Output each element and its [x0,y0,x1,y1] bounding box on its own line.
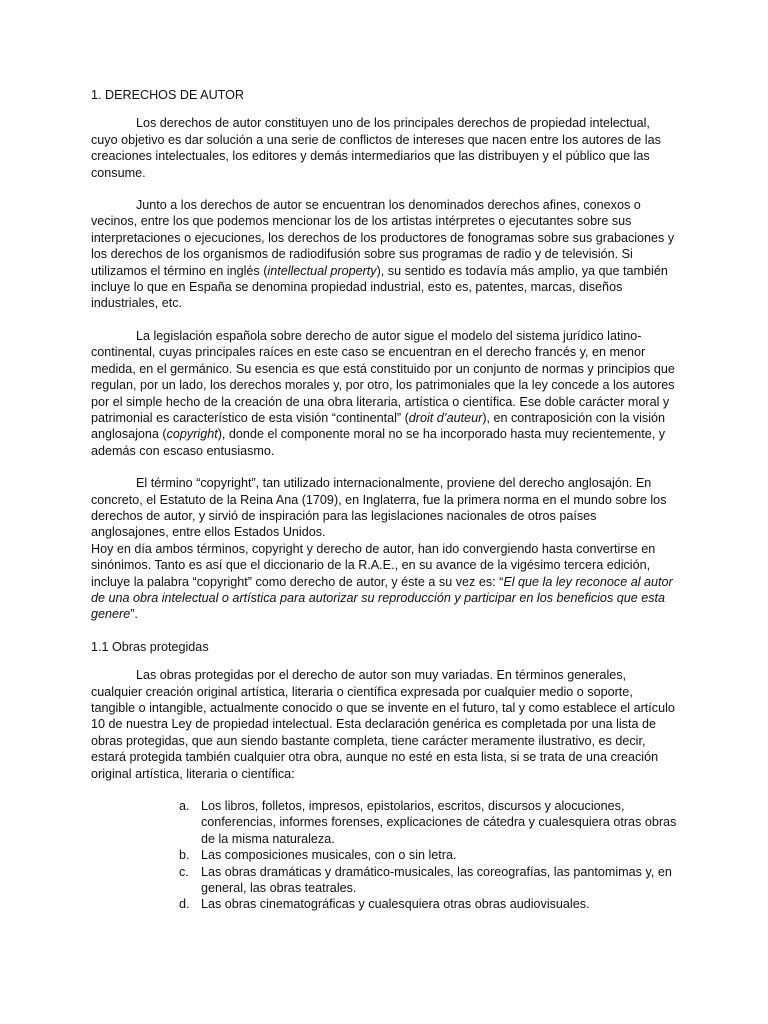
list-marker: d. [179,897,190,912]
paragraph-text: ), donde el componente moral no se ha incorporado hasta muy recientemente, y además con escaso entusiasmo. [91,427,666,458]
paragraph-legislacion [91,328,677,459]
list-item-text: Los libros, folletos, impresos, epistolarios, escritos, discursos y alocuciones, conferencias, informes forenses, explicaciones de cátedra y cualesquiera otras obras de la misma naturaleza. [201,799,677,846]
list-item-text: Las obras cinematográficas y cualesquiera otras obras audiovisuales. [201,897,590,912]
list-marker: b. [179,848,190,863]
italic-term: droit d’auteur [408,410,483,425]
list-item-text: Las composiciones musicales, con o sin letra. [201,848,457,863]
document-page [91,87,677,913]
protected-works-list [91,798,677,913]
subsection-heading: 1.1 Obras protegidas [91,639,209,654]
paragraph-text: La legislación española sobre derecho de autor sigue el modelo del sistema jurídico latino-continental, cuyas principales raíces en este caso se encuentran en el derecho francés y, en menor medida, en el germánico. Su esencia es que está constituido por un conjunto de normas y principios que regulan, por un lado, los derechos morales y, por otro, los patrimoniales que la ley concede a los autores por el simple hecho de la creación de una obra literaria, artística o científica. Ese doble carácter moral y patrimonial es característico de esta visión “continental” ( [91,328,675,425]
list-item [179,864,677,897]
list-item-text: Las obras dramáticas y dramático-musicales, las coreografías, las pantomimas y, en general, las obras teatrales. [201,864,672,896]
paragraph-text: Hoy en día ambos términos, copyright y derecho de autor, han ido convergiendo hasta convertirse en sinónimos. Tanto es así que el diccionario de la R.A.E., en su avance de la vigésimo tercera edición, incluye la palabra “copyright” como derecho de autor, y éste a su vez es: “ [91,541,656,589]
list-marker: c. [179,864,189,879]
paragraph-text: ”. [130,607,138,622]
italic-term: copyright [166,427,218,442]
italic-term: intellectual property [267,263,377,278]
paragraph-text: ), su sentido es todavía más amplio, ya que también incluye lo que en España se denomina propiedad industrial, esto es, patentes, marcas, diseños industriales, etc. [91,263,668,311]
paragraph-copyright: El término “copyright”, tan utilizado internacionalmente, proviene del derecho anglosajón. En concreto, el Estatuto de la Reina Ana (1709), en Inglaterra, fue la primera norma en el mundo sobre los derechos de autor, y sirvió de inspiración para las legislaciones nacionales de otros países anglosajones, entre ellos Estados Unidos. [91,476,667,540]
list-item [179,847,677,863]
paragraph-derechos-autor: Los derechos de autor constituyen uno de los principales derechos de propiedad intelectual, cuyo objetivo es dar solución a una serie de conflictos de intereses que nacen entre los autores de las creaciones intelectuales, los editores y demás intermediarios que las distribuyen y el público que las consume. [91,116,661,180]
paragraph-text: ), en contraposición con la visión anglosajona ( [91,410,666,442]
paragraph-obras-protegidas: Las obras protegidas por el derecho de autor son muy variadas. En términos generales, cualquier creación original artística, literaria o científica expresada por cualquier medio o soporte, tangible o intangible, actualmente conocido o que se invente en el futuro, tal y como establece el artículo 10 de nuestra Ley de propiedad intelectual. Esta declaración genérica es completada por una lista de obras protegidas, que aun siendo bastante completa, tiene carácter meramente ilustrativo, es decir, estará protegida también cualquier otra obra, aunque no esté en esta lista, si se trata de una creación original artística, literaria o científica: [91,668,675,781]
paragraph-text: Junto a los derechos de autor se encuentran los denominados derechos afines, conexos o vecinos, entre los que podemos mencionar los de los artistas intérpretes o ejecutantes sobre sus interpretaciones o ejecuciones, los derechos de los productores de fonogramas sobre sus grabaciones y los derechos de los organismos de radiodifusión sobre sus programas de radio y de televisión. Si utilizamos el término en inglés ( [91,198,675,278]
italic-quote: El que la ley reconoce al autor de una obra intelectual o artística para autorizar su reproducción y participar en los beneficios que esta genere [91,574,673,622]
paragraph-derechos-afines [91,197,677,312]
paragraph-convergencia [91,541,677,623]
section-heading: 1. DERECHOS DE AUTOR [91,88,245,102]
list-marker: a. [179,799,190,814]
list-item [179,798,677,847]
list-item [179,896,677,912]
